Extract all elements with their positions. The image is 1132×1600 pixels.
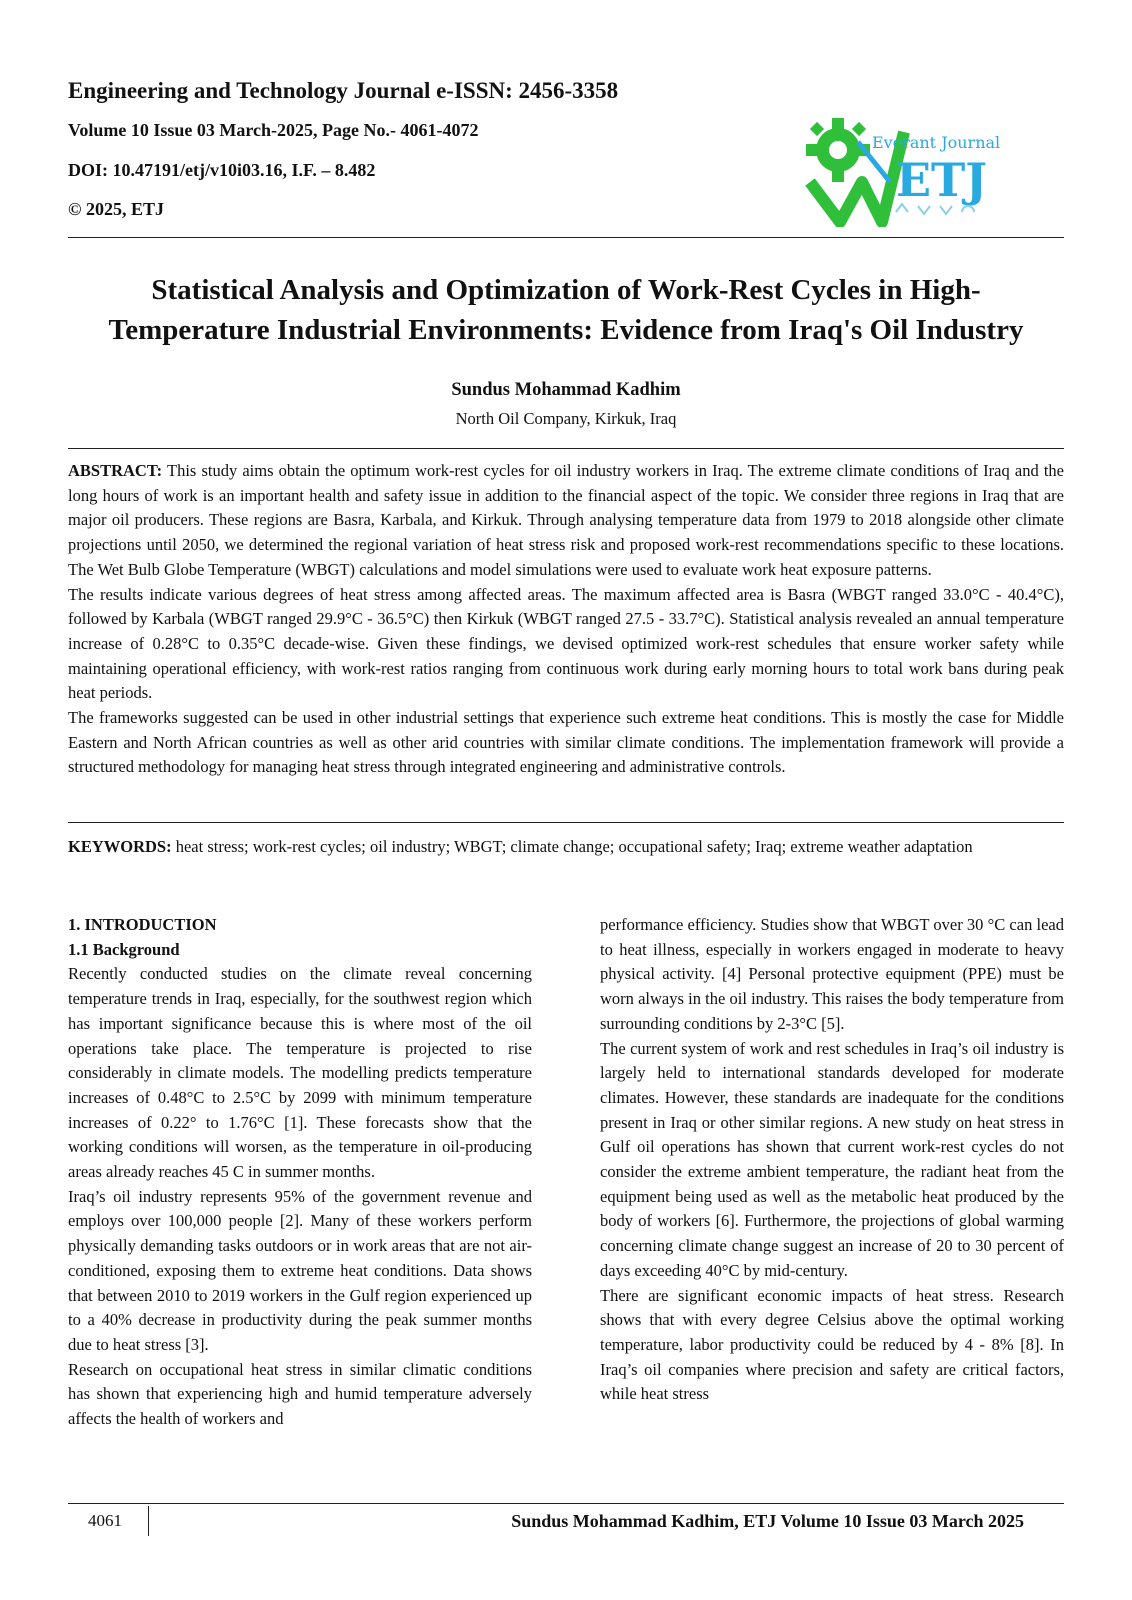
author-name: Sundus Mohammad Kadhim [451, 380, 681, 400]
body-paragraph: There are significant economic impacts of heat stress. Research shows that with every degree Celsius above the optimal working temperature, labor productivity could be reduced by 4 - 8% [8]. In Iraq’s oil companies where precision and safety are critical factors, while heat stress [600, 1285, 1064, 1404]
footer-citation: Sundus Mohammad Kadhim, ETJ Volume 10 Issue 03 March 2025 [511, 1511, 1024, 1531]
body-paragraph: Research on occupational heat stress in similar climatic conditions has shown that experiencing high and humid temperature adversely affects the health of workers and [68, 1359, 532, 1429]
etj-logo [800, 112, 1025, 227]
body-left-column [68, 913, 532, 1432]
journal-title: Engineering and Technology Journal e-ISSN: 2456-3358 [68, 78, 619, 103]
doi-line: DOI: 10.47191/etj/v10i03.16, I.F. – 8.482 [68, 160, 376, 180]
subsection-heading-background: 1.1 Background [68, 939, 180, 959]
keywords [68, 835, 1064, 860]
body-paragraph: The current system of work and rest schedules in Iraq’s oil industry is largely held to international standards developed for moderate climates. However, these standards are inadequate for the conditions present in Iraq or other similar regions. A new study on heat stress in Gulf oil operations has shown that current work-rest cycles do not consider the extreme ambient temperature, the radiant heat from the equipment being used as well as the metabolic heat produced by the body of workers [6]. Furthermore, the projections of global warming concerning climate change suggest an increase of 20 to 30 percent of days exceeding 40°C by mid-century. [600, 1038, 1064, 1280]
copyright-line: © 2025, ETJ [68, 199, 164, 219]
body-paragraph: performance efficiency. Studies show that WBGT over 30 °C can lead to heat illness, especially in workers engaged in moderate to heavy physical activity. [4] Personal protective equipment (PPE) must be worn always in the oil industry. This raises the body temperature from surrounding conditions by 2-3°C [5]. [600, 915, 1064, 1033]
body-right-column [600, 913, 1064, 1407]
body-paragraph: Iraq’s oil industry represents 95% of the government revenue and employs over 100,000 people [2]. Many of these workers perform physically demanding tasks outdoors or in work areas that are not air-conditioned, exposing them to extreme heat conditions. Data shows that between 2010 to 2019 workers in the Gulf region experienced up to a 40% decrease in productivity during the peak summer months due to heat stress [3]. [68, 1186, 532, 1354]
abstract-top-rule [68, 448, 1064, 449]
section-heading-introduction: 1. INTRODUCTION [68, 915, 217, 934]
author-affiliation: North Oil Company, Kirkuk, Iraq [455, 409, 677, 428]
logo-text-main: ETJ [896, 153, 988, 207]
footer-rule [68, 1503, 1064, 1504]
title-line-2: Temperature Industrial Environments: Evidence from Iraq's Oil Industry [108, 314, 1024, 346]
abstract [68, 459, 1064, 780]
keywords-rule [68, 822, 1064, 823]
abstract-label: ABSTRACT: [68, 461, 163, 480]
body-paragraph: Recently conducted studies on the climate reveal concerning temperature trends in Iraq, especially, for the southwest region which has important significance because this is where most of the oil operations take place. The temperature is projected to rise considerably in climate models. The modelling predicts temperature increases of 0.48°C to 2.5°C by 2099 with minimum temperature increases of 0.22° to 1.76°C [1]. These forecasts show that the working conditions will worsen, as the temperature in oil-producing areas already reaches 45 C in summer months. [68, 964, 532, 1182]
footer-divider [148, 1506, 149, 1536]
abstract-paragraph-3: The frameworks suggested can be used in other industrial settings that experience such extreme heat conditions. This is mostly the case for Middle Eastern and North African countries as well as other arid countries with similar climate conditions. The implementation framework will provide a structured methodology for managing heat stress through integrated engineering and administrative controls. [68, 708, 1064, 777]
volume-line: Volume 10 Issue 03 March-2025, Page No.- 4061-4072 [68, 120, 479, 140]
keywords-text: heat stress; work-rest cycles; oil industry; WBGT; climate change; occupational safety; Iraq; extreme weather adaptation [175, 837, 973, 856]
title-line-1: Statistical Analysis and Optimization of Work-Rest Cycles in High- [151, 274, 981, 306]
paper-title [68, 270, 1064, 350]
abstract-text-1: This study aims obtain the optimum work-rest cycles for oil industry workers in Iraq. The extreme climate conditions of Iraq and the long hours of work is an important health and safety issue in addition to the financial aspect of the topic. We consider three regions in Iraq that are major oil producers. These regions are Basra, Karbala, and Kirkuk. Through analysing temperature data from 1979 to 2018 alongside other climate projections until 2050, we determined the regional variation of heat stress risk and proposed work-rest recommendations specific to these locations. The Wet Bulb Globe Temperature (WBGT) calculations and model simulations were used to evaluate work heat exposure patterns. [68, 461, 1064, 579]
page-number: 4061 [88, 1511, 122, 1530]
header-rule [68, 237, 1064, 238]
logo-text-top: Everant Journal [872, 133, 1001, 152]
abstract-paragraph-2: The results indicate various degrees of heat stress among affected areas. The maximum affected area is Basra (WBGT ranged 33.0°C - 40.4°C), followed by Karbala (WBGT ranged 29.9°C - 36.5°C) then Kirkuk (WBGT ranged 27.5 - 33.7°C). Statistical analysis revealed an annual temperature increase of 0.28°C to 0.35°C decade-wise. Given these findings, we devised optimized work-rest schedules that ensure worker safety while maintaining operational efficiency, with work-rest ratios ranging from continuous work during early morning hours to total work bans during peak heat periods. [68, 584, 1064, 703]
keywords-label: KEYWORDS: [68, 837, 172, 856]
abstract-paragraph-1 [68, 459, 1064, 583]
